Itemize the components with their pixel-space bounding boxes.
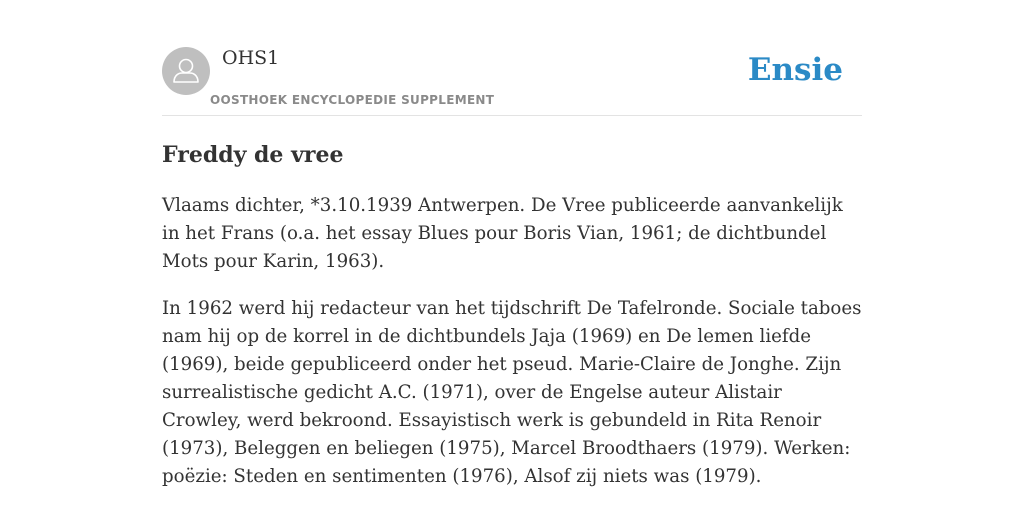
user-icon bbox=[162, 47, 210, 95]
source-label[interactable]: OOSTHOEK ENCYCLOPEDIE SUPPLEMENT bbox=[210, 93, 495, 107]
brand-logo[interactable]: Ensie bbox=[747, 52, 843, 88]
author-name[interactable]: OHS1 bbox=[222, 47, 280, 69]
article-paragraph: In 1962 werd hij redacteur van het tijdschrift De Tafelronde. Sociale taboes nam hij op de korrel in de dichtbundels Jaja (1969) en De lemen liefde (1969), beide gepubliceerd onder het pseud. Marie-Claire de Jonghe. Zijn surrealistische gedicht A.C. (1971), over de Engelse auteur Alistair Crowley, werd bekroond. Essayistisch werk is gebundeld in Rita Renoir (1973), Beleggen en beliegen (1975), Marcel Broodthaers (1979). Werken: poëzie: Steden en sentimenten (1976), Alsof zij niets was (1979). bbox=[162, 298, 862, 487]
page-title: Freddy de vree bbox=[162, 142, 344, 168]
article-paragraph: Vlaams dichter, *3.10.1939 Antwerpen. De Vree publiceerde aanvankelijk in het Frans (o.a. het essay Blues pour Boris Vian, 1961; de dichtbundel Mots pour Karin, 1963). bbox=[162, 195, 843, 272]
header bbox=[162, 46, 862, 116]
avatar[interactable] bbox=[162, 47, 210, 95]
